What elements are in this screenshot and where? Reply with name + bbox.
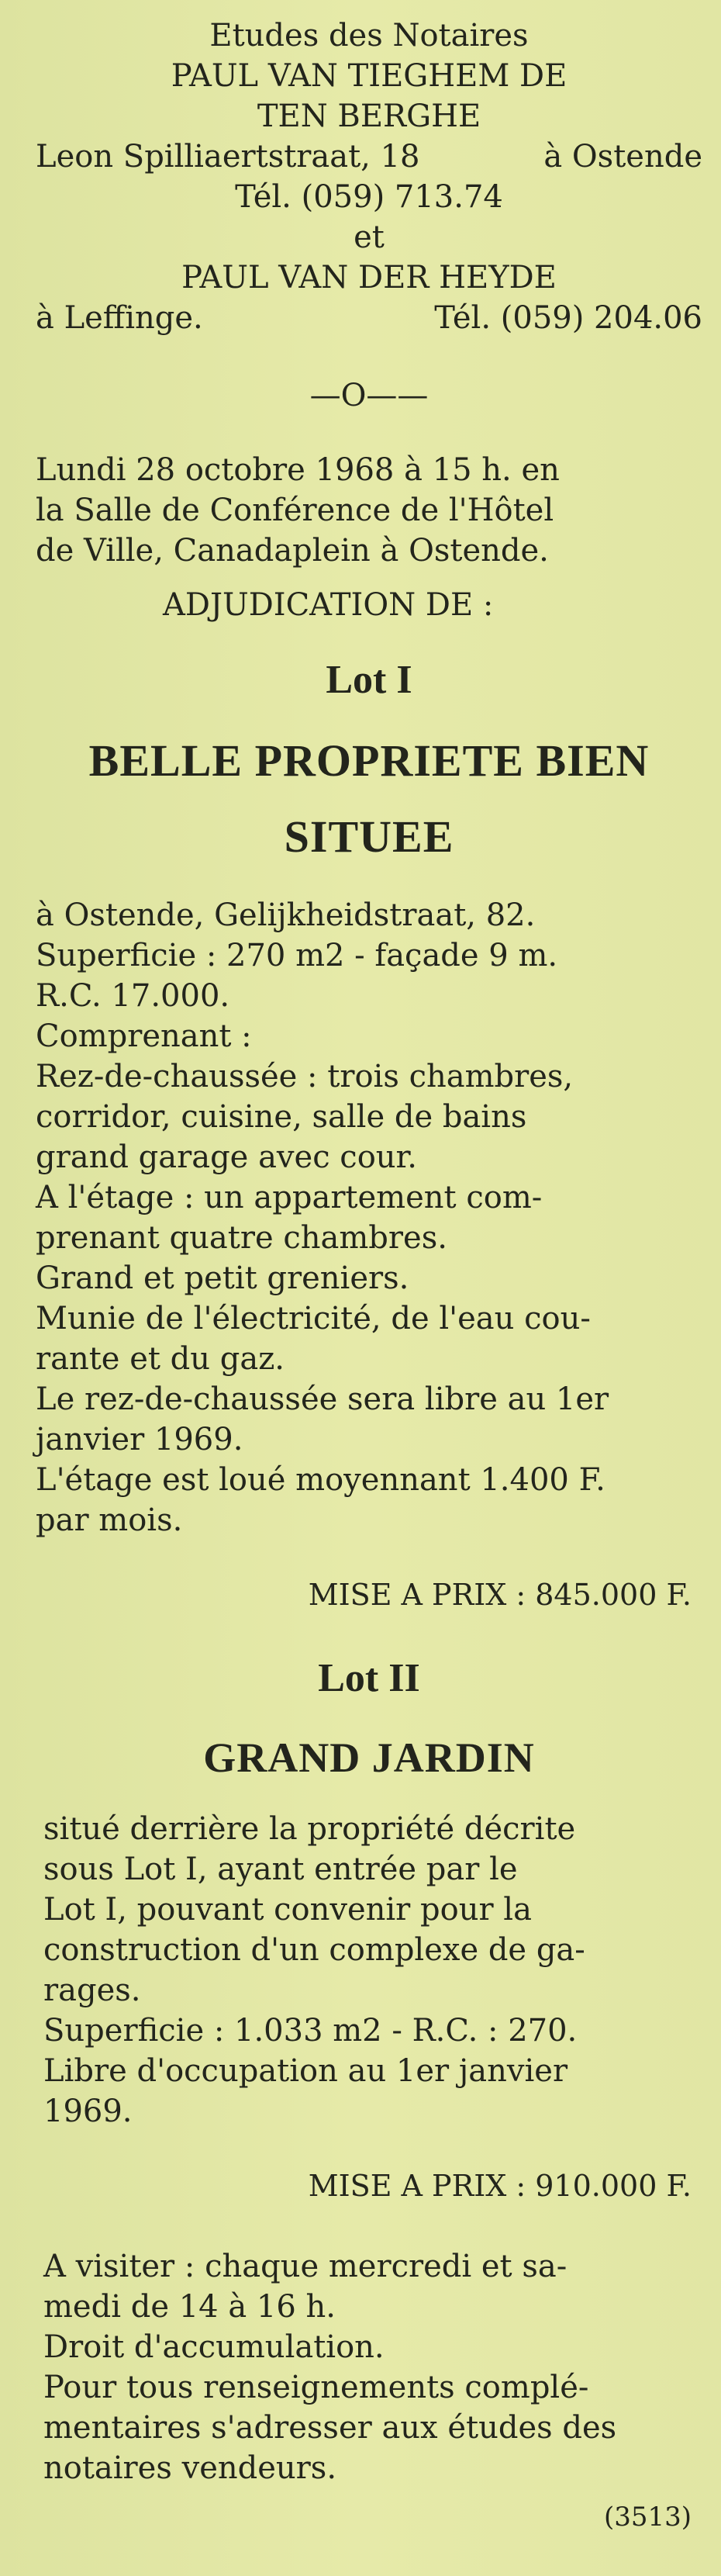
lot-1-line: par mois. (36, 1502, 183, 1538)
header-address (36, 137, 702, 177)
footer-block (36, 2246, 702, 2488)
lot-2-description (36, 1809, 702, 2132)
header-line-1: Etudes des Notaires (209, 18, 529, 54)
lot-2-line: Superficie : 1.033 m2 - R.C. : 270. (43, 2013, 578, 2049)
intro-line: Lundi 28 octobre 1968 à 15 h. en (36, 452, 560, 488)
header-leffinge-row (36, 298, 702, 338)
lot-2-line: Lot I, pouvant convenir pour la (43, 1892, 532, 1928)
lot-1-line: Rez-de-chaussée : trois chambres, (36, 1059, 574, 1094)
header-line-heyde: PAUL VAN DER HEYDE (181, 260, 557, 296)
intro-line: de Ville, Canadaplein à Ostende. (36, 533, 549, 569)
lot-2-line: situé derrière la propriété décrite (43, 1811, 576, 1847)
footer-line: medi de 14 à 16 h. (43, 2289, 336, 2325)
notice-reference: (3513) (603, 2502, 692, 2533)
lot-1-line: A l'étage : un appartement com- (36, 1180, 543, 1215)
lot-2-line: Libre d'occupation au 1er janvier (43, 2053, 568, 2089)
separator: —O—— (309, 378, 429, 413)
lot-2-line: rages. (43, 1973, 141, 2008)
lot-1-price: MISE A PRIX : 845.000 F. (308, 1578, 692, 1612)
lot-2-price: MISE A PRIX : 910.000 F. (308, 2169, 692, 2203)
lot-2-line: construction d'un complexe de ga- (43, 1932, 585, 1968)
address-city: à Ostende (543, 139, 702, 175)
intro-block (36, 450, 702, 571)
header-et: et (354, 220, 385, 255)
address-street: Leon Spilliaertstraat, 18 (36, 139, 420, 175)
lot-1-heading-line-1: BELLE PROPRIETE BIEN (88, 735, 650, 786)
header-tel-1: Tél. (059) 713.74 (235, 179, 503, 215)
lot-1-line: L'étage est loué moyennant 1.400 F. (36, 1462, 605, 1498)
header-line-3: TEN BERGHE (257, 99, 481, 134)
lot-1-heading-line-2: SITUEE (284, 811, 454, 862)
header-line-2: PAUL VAN TIEGHEM DE (171, 58, 567, 94)
header-tel-2: Tél. (059) 204.06 (434, 300, 702, 336)
lot-1-title: Lot I (326, 658, 412, 702)
leffinge-text: à Leffinge. (36, 300, 203, 336)
lot-1-line: Munie de l'électricité, de l'eau cou- (36, 1301, 591, 1336)
lot-2-line: sous Lot I, ayant entrée par le (43, 1852, 518, 1887)
lot-1-description (36, 895, 702, 1540)
footer-line: A visiter : chaque mercredi et sa- (43, 2249, 567, 2284)
lot-1-line: rante et du gaz. (36, 1341, 285, 1377)
lot-1-line: à Ostende, Gelijkheidstraat, 82. (36, 897, 536, 933)
lot-1-line: R.C. 17.000. (36, 978, 230, 1014)
lot-1-line: grand garage avec cour. (36, 1139, 417, 1175)
footer-line: Droit d'accumulation. (43, 2329, 385, 2365)
lot-2-title: Lot II (318, 1656, 420, 1700)
lot-1-line: prenant quatre chambres. (36, 1220, 447, 1256)
lot-1-line: janvier 1969. (36, 1422, 243, 1457)
footer-line: mentaires s'adresser aux études des (43, 2410, 617, 2446)
lot-1-line: Le rez-de-chaussée sera libre au 1er (36, 1381, 609, 1417)
footer-line: notaires vendeurs. (43, 2450, 337, 2486)
lot-1-line: Superficie : 270 m2 - façade 9 m. (36, 938, 558, 973)
footer-line: Pour tous renseignements complé- (43, 2370, 589, 2405)
lot-2-line: 1969. (43, 2094, 133, 2129)
lot-1-line: corridor, cuisine, salle de bains (36, 1099, 527, 1135)
intro-line: la Salle de Conférence de l'Hôtel (36, 493, 554, 528)
lot-2-heading: GRAND JARDIN (203, 1734, 535, 1781)
lot-1-line: Comprenant : (36, 1018, 252, 1054)
adjudication-heading: ADJUDICATION DE : (163, 587, 494, 623)
lot-1-line: Grand et petit greniers. (36, 1260, 409, 1296)
